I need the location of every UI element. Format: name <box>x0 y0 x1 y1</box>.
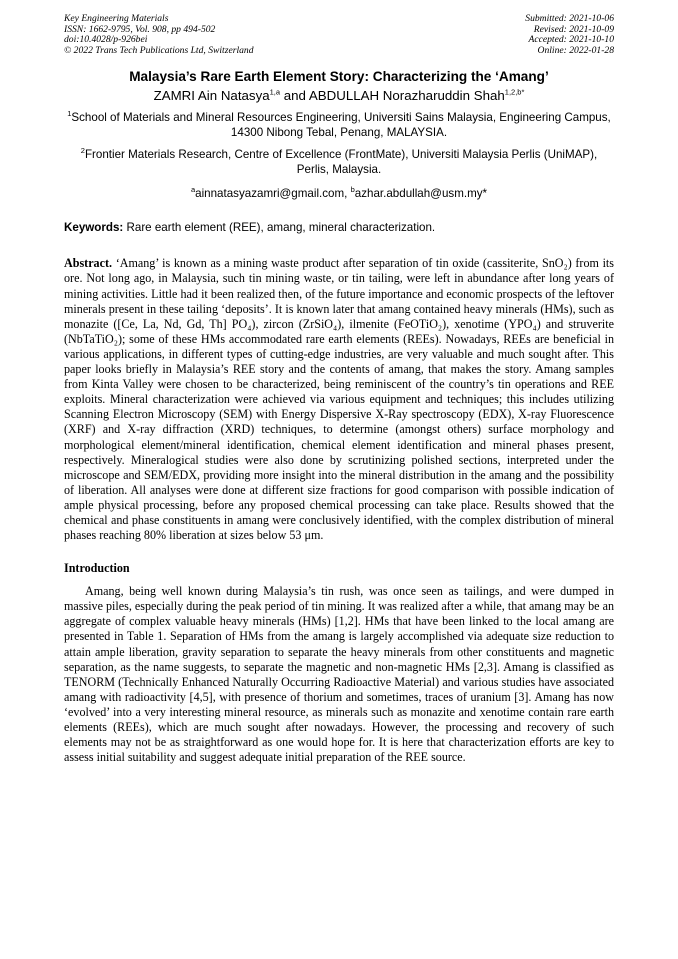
author-2-sup: 1,2,b* <box>504 87 525 97</box>
abstract <box>64 256 614 543</box>
affiliation-2-text: Frontier Materials Research, Centre of Excellence (FrontMate), Universiti Malaysia Perlis (UniMAP), Perlis, Malaysia. <box>84 148 598 177</box>
abstract-text: ‘Amang’ is known as a mining waste product after separation of tin oxide (cassiterite, SnO₂) from its ore. Not long ago, in Malaysia, such tin mining waste, or tin tailing, were left in abundance after long years of mining activities. Little had it been realized then, of the future importance and economic prospects of the leftover minerals present in these tailing ‘deposits’. It is known later that amang contained heavy minerals (HMs), such as monazite ([Ce, La, Nd, Gd, Th] PO₄), zircon (ZrSiO₄), ilmenite (FeOTiO₂), xenotime (YPO₄) and struverite (NbTaTiO₂); some of these HMs accommodated rare earth elements (REEs). Nowadays, REEs are beneficial in various applications, in different types of cutting-edge industries, are very valuable and much sought after. This paper looks briefly in Malaysia’s REE story and the contents of amang, that makes the story. Amang samples from Kinta Valley were chosen to be characterized, being reminiscent of the country’s tin operations and REE exploits. Mineral characterization were achieved via various equipment and techniques; this includes utilizing Scanning Electron Microscopy (SEM) with Energy Dispersive X-Ray spectroscopy (EDX), X-ray Fluorescence (XRF) and X-ray diffraction (XRD) techniques, to determine (amongst others) surface morphology and morphological element/mineral identification, chemical element identification and mineral phases present, respectively. Mineralogical studies were also done by scrutinizing polished sections, interpreted under the microscope and SEM/EDX, providing more insight into the mineral distribution in the amang and the possibility of liberation. All analyses were done at different size fractions for good comparison with possible indication of ample physical processing, before any proposed chemical processing can take place. Results showed that the chemical and phase constituents in amang were conclusively identified, with the complex distribution of mineral phases reaching 80% liberation at sizes below 53 μm. <box>64 256 614 543</box>
keywords-label: Keywords: <box>64 221 124 235</box>
affiliation-1 <box>64 110 614 140</box>
introduction-paragraph: Amang, being well known during Malaysia’s tin rush, was once seen as tailings, and were dumped in massive piles, especially during the peak period of tin mining. It was realized after a while, that amang may be an aggregate of complex valuable heavy minerals (HMs) [1,2]. HMs that have been linked to the local amang are presented in Table 1. Separation of HMs from the amang is largely accomplished via adequate size reduction to attain ample liberation, gravity separation to separate the heavy minerals from other constituents and magnetic separation, as the name suggests, to separate the magnetic and non-magnetic HMs [2,3]. Amang is classified as TENORM (Technically Enhanced Naturally Occurring Radioactive Material) and various studies have associated amang with radioactivity [4,5], with presence of thorium and sometimes, traces of uranium [3]. Amang has now ‘evolved’ into a very interesting mineral resource, as minerals such as monazite and xenotime contain rare earth elements (REEs), which are much sought after nowadays. However, the processing and recovery of such elements may not be as straightforward as one would hope for. It is here that characterization efforts are key to assess initial suitability and suggest adequate initial preparation of the REE source. <box>64 584 614 765</box>
authors <box>64 88 614 103</box>
affiliation-2 <box>64 147 614 177</box>
accepted-date: Accepted: 2021-10-10 <box>528 34 614 46</box>
author-1-sup: 1,a <box>269 87 281 97</box>
online-date: Online: 2022-01-28 <box>537 44 614 56</box>
issn: ISSN: 1662-9795, Vol. 908, pp 494-502 <box>64 23 216 35</box>
revised-date: Revised: 2021-10-09 <box>533 23 614 35</box>
paper-title: Malaysia’s Rare Earth Element Story: Characterizing the ‘Amang’ <box>129 69 549 85</box>
affiliation-1-text: School of Materials and Mineral Resources Engineering, Universiti Sains Malaysia, Engineering Campus, 14300 Nibong Tebal, Penang, MALAYSIA. <box>71 111 611 140</box>
keywords-text: Rare earth element (REE), amang, mineral characterization. <box>123 221 436 235</box>
affiliation-2-num: 2 <box>80 146 85 156</box>
email-a[interactable]: ainnatasyazamri@gmail.com, <box>195 187 351 201</box>
journal-name: Key Engineering Materials <box>64 13 169 24</box>
submitted-date: Submitted: 2021-10-06 <box>525 13 614 24</box>
doi: doi:10.4028/p-926bei <box>64 34 148 46</box>
email-a-sup: a <box>190 185 196 195</box>
email-b[interactable]: azhar.abdullah@usm.my* <box>354 187 488 201</box>
journal-info <box>64 14 254 56</box>
introduction-heading: Introduction <box>64 561 130 576</box>
authors-and: and <box>280 88 309 104</box>
header-meta <box>64 14 614 56</box>
author-emails <box>64 187 614 200</box>
affiliation-1-num: 1 <box>67 109 72 119</box>
email-b-sup: b <box>350 185 355 195</box>
copyright: © 2022 Trans Tech Publications Ltd, Switzerland <box>64 44 254 56</box>
dates-info <box>525 14 614 56</box>
author-1: ZAMRI Ain Natasya <box>153 88 270 104</box>
abstract-label: Abstract. <box>64 256 113 271</box>
author-2: ABDULLAH Norazharuddin Shah <box>308 88 505 104</box>
keywords <box>64 221 614 234</box>
